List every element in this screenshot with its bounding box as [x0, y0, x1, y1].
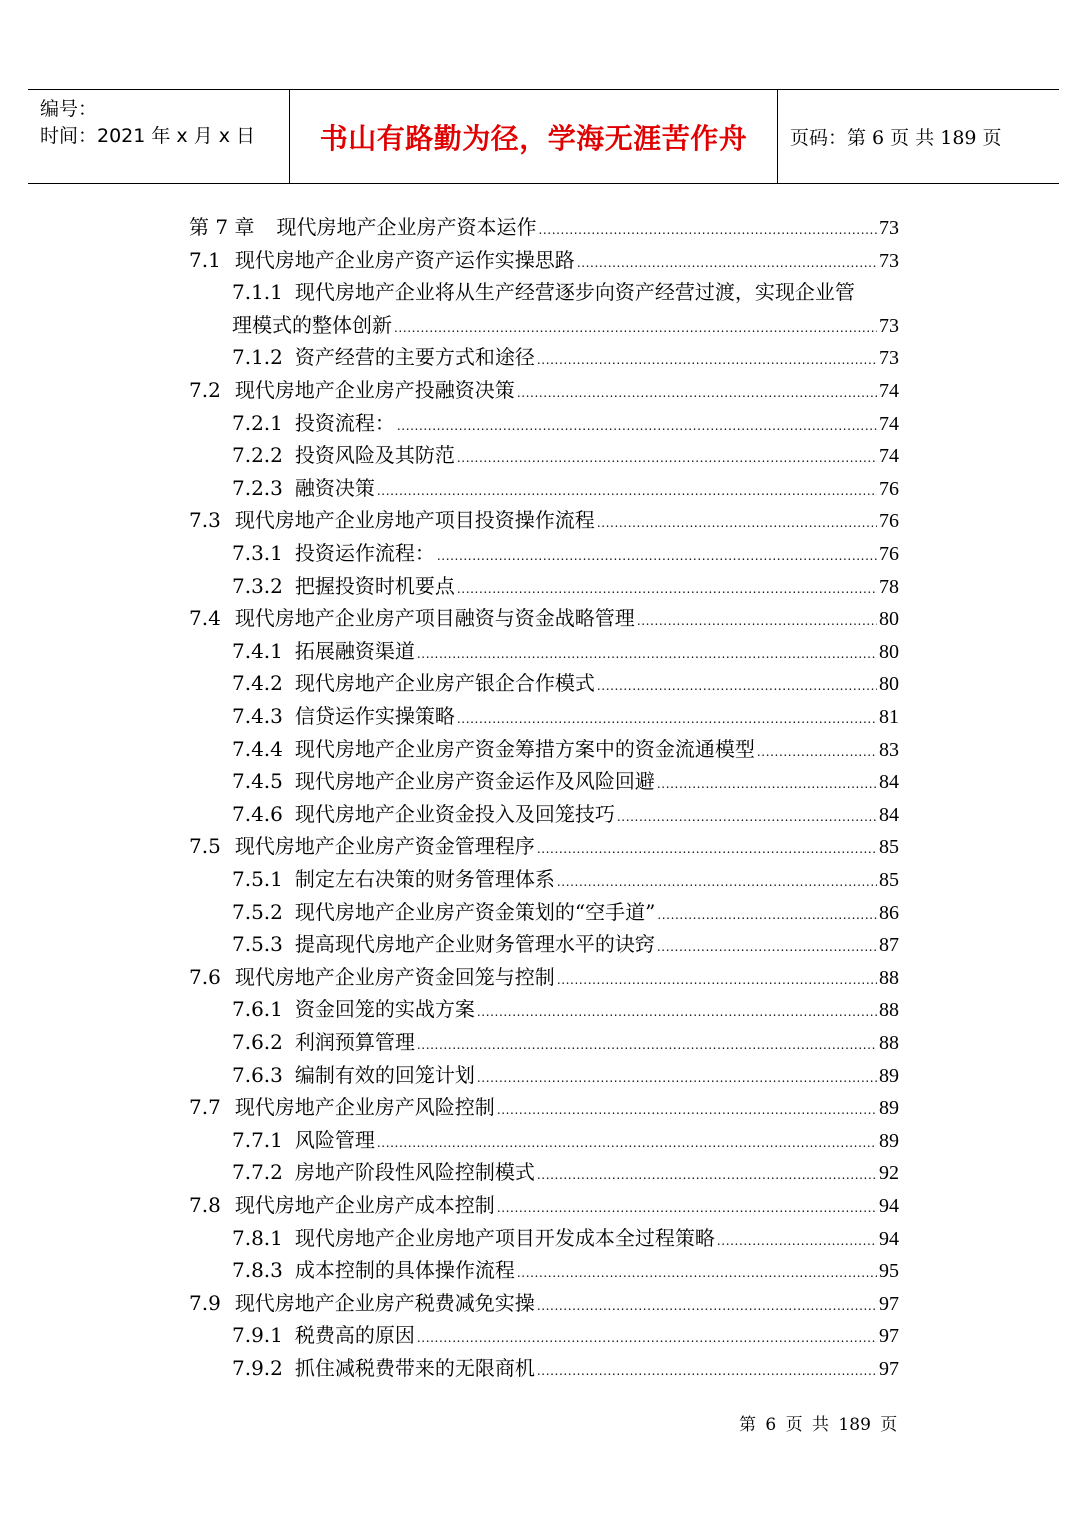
toc-entry-number: 7.2 — [189, 378, 221, 402]
toc-entry[interactable] — [189, 374, 899, 406]
toc-entry-number: 7.1.2 — [232, 345, 283, 369]
toc-entry-page: 81 — [879, 706, 899, 728]
toc-entry[interactable] — [232, 439, 899, 471]
toc-entry-title: 税费高的原因 — [294, 1323, 415, 1347]
toc-entry-title: 现代房地产企业房产资产运作实操思路 — [234, 248, 575, 272]
toc-entry-number: 7.3.2 — [232, 574, 283, 598]
toc-entry-number: 7.2.2 — [232, 443, 283, 467]
toc-entry-title: 制定左右决策的财务管理体系 — [294, 867, 555, 891]
toc-entry[interactable] — [189, 1091, 899, 1123]
toc-entry-number: 7.5 — [189, 834, 221, 858]
toc-entry-page: 74 — [879, 445, 899, 467]
toc-dot-leader — [537, 1356, 877, 1380]
toc-entry-title: 融资决策 — [294, 476, 375, 500]
header-info-cell — [28, 90, 290, 183]
toc-entry-number: 7.4.4 — [232, 737, 283, 761]
toc-entry[interactable] — [232, 635, 899, 667]
toc-entry-title: 房地产阶段性风险控制模式 — [294, 1160, 535, 1184]
toc-entry-title: 现代房地产企业资金投入及回笼技巧 — [294, 802, 615, 826]
toc-entry-page: 89 — [879, 1065, 899, 1087]
toc-entry-title: 现代房地产企业将从生产经营逐步向资产经营过渡，实现企业管 — [294, 280, 855, 304]
toc-entry-page: 76 — [879, 478, 899, 500]
toc-entry[interactable] — [232, 570, 899, 602]
toc-dot-leader — [538, 215, 877, 239]
toc-entry-page: 88 — [879, 999, 899, 1021]
toc-dot-leader — [577, 248, 877, 272]
toc-entry[interactable] — [232, 1254, 899, 1286]
toc-dot-leader — [457, 574, 877, 598]
toc-entry-number: 7.6.1 — [232, 997, 283, 1021]
toc-dot-leader — [537, 834, 877, 858]
toc-entry-title: 现代房地产企业房产资本运作 — [276, 215, 537, 239]
toc-dot-leader — [557, 867, 877, 891]
toc-entry[interactable] — [232, 798, 899, 830]
toc-entry-title-continued: 理模式的整体创新 — [232, 313, 392, 337]
toc-entry[interactable] — [189, 830, 899, 862]
toc-entry-number: 7.1 — [189, 248, 221, 272]
toc-dot-leader — [537, 1160, 877, 1184]
toc-entry[interactable] — [232, 537, 899, 569]
toc-entry-page: 74 — [879, 413, 899, 435]
toc-entry-number: 7.9 — [189, 1291, 221, 1315]
toc-entry-page: 80 — [879, 641, 899, 663]
toc-entry-page: 73 — [879, 347, 899, 369]
toc-entry-title: 现代房地产企业房产资金管理程序 — [234, 834, 535, 858]
toc-entry-title: 把握投资时机要点 — [294, 574, 455, 598]
toc-dot-leader — [657, 769, 877, 793]
toc-entry[interactable] — [232, 765, 899, 797]
toc-entry-page: 76 — [879, 510, 899, 532]
toc-dot-leader — [417, 639, 877, 663]
toc-entry-page: 94 — [879, 1195, 899, 1217]
toc-entry[interactable] — [189, 1189, 899, 1221]
toc-entry-number: 7.5.2 — [232, 900, 283, 924]
toc-entry-number: 7.9.2 — [232, 1356, 283, 1380]
toc-entry-number: 7.3 — [189, 508, 221, 532]
toc-entry-number: 7.8.1 — [232, 1226, 283, 1250]
toc-entry-title: 现代房地产企业房产资金运作及风险回避 — [294, 769, 655, 793]
toc-entry-title: 现代房地产企业房产资金回笼与控制 — [234, 965, 555, 989]
toc-dot-leader — [657, 900, 877, 924]
toc-entry-number: 7.5.3 — [232, 932, 283, 956]
toc-entry[interactable] — [232, 1026, 899, 1058]
toc-entry-page: 97 — [879, 1325, 899, 1347]
toc-entry-title: 投资流程： — [294, 411, 395, 435]
toc-dot-leader — [537, 1291, 877, 1315]
toc-entry-page: 73 — [879, 217, 899, 239]
toc-entry-number: 7.5.1 — [232, 867, 283, 891]
toc-entry-page: 89 — [879, 1130, 899, 1152]
toc-dot-leader — [477, 997, 877, 1021]
toc-dot-leader — [517, 378, 877, 402]
toc-entry-number: 7.4.6 — [232, 802, 283, 826]
toc-entry-number: 7.6.2 — [232, 1030, 283, 1054]
toc-dot-leader — [457, 443, 877, 467]
toc-entry-page: 84 — [879, 771, 899, 793]
toc-entry-title: 现代房地产企业房产项目融资与资金战略管理 — [234, 606, 635, 630]
toc-entry[interactable] — [232, 733, 899, 765]
toc-entry-number: 第 7 章 — [189, 215, 255, 239]
toc-entry[interactable] — [232, 407, 899, 439]
toc-dot-leader — [437, 541, 877, 565]
toc-entry-page: 95 — [879, 1260, 899, 1282]
toc-dot-leader — [537, 345, 877, 369]
toc-entry[interactable] — [232, 896, 899, 928]
toc-entry[interactable] — [232, 341, 899, 373]
toc-dot-leader — [597, 671, 877, 695]
toc-entry-page: 76 — [879, 543, 899, 565]
toc-entry[interactable] — [232, 863, 899, 895]
toc-entry-title: 现代房地产企业房产银企合作模式 — [294, 671, 595, 695]
toc-entry[interactable] — [232, 472, 899, 504]
toc-entry-number: 7.4 — [189, 606, 221, 630]
toc-entry-page: 97 — [879, 1293, 899, 1315]
toc-entry[interactable] — [189, 244, 899, 276]
toc-entry-page: 94 — [879, 1228, 899, 1250]
toc-entry-continuation[interactable] — [232, 309, 899, 341]
toc-entry[interactable] — [232, 1352, 899, 1384]
toc-dot-leader — [457, 704, 877, 728]
toc-entry[interactable] — [232, 700, 899, 732]
toc-entry-page: 73 — [879, 315, 899, 337]
toc-entry-page: 89 — [879, 1097, 899, 1119]
toc-entry-title: 编制有效的回笼计划 — [294, 1063, 475, 1087]
toc-entry[interactable] — [189, 504, 899, 536]
toc-entry[interactable] — [189, 961, 899, 993]
toc-entry-page: 86 — [879, 902, 899, 924]
toc-entry[interactable] — [232, 993, 899, 1025]
toc-entry-page: 92 — [879, 1162, 899, 1184]
toc-entry[interactable] — [232, 1059, 899, 1091]
toc-entry-title: 现代房地产企业房产成本控制 — [234, 1193, 495, 1217]
toc-entry-page: 85 — [879, 836, 899, 858]
toc-dot-leader — [597, 508, 877, 532]
toc-dot-leader — [377, 476, 877, 500]
toc-entry-page: 78 — [879, 576, 899, 598]
toc-entry[interactable] — [232, 1222, 899, 1254]
toc-dot-leader — [657, 932, 877, 956]
toc-entry-number: 7.6 — [189, 965, 221, 989]
toc-entry-number: 7.2.1 — [232, 411, 283, 435]
toc-entry-page: 87 — [879, 934, 899, 956]
toc-entry-title: 现代房地产企业房产投融资决策 — [234, 378, 515, 402]
header-slogan: 书山有路勤为径，学海无涯苦作舟 — [319, 121, 748, 155]
toc-entry-title: 现代房地产企业房产资金策划的“空手道” — [294, 900, 656, 924]
toc-entry-title: 投资风险及其防范 — [294, 443, 455, 467]
toc-entry-number: 7.7 — [189, 1095, 221, 1119]
toc-dot-leader — [517, 1258, 877, 1282]
toc-entry-page: 85 — [879, 869, 899, 891]
toc-entry-page: 97 — [879, 1358, 899, 1380]
toc-entry-page: 83 — [879, 739, 899, 761]
toc-entry-page: 73 — [879, 250, 899, 272]
toc-entry-number: 7.1.1 — [232, 280, 283, 304]
toc-entry-title: 现代房地产企业房产资金筹措方案中的资金流通模型 — [294, 737, 755, 761]
toc-dot-leader — [394, 313, 877, 337]
toc-entry-number: 7.2.3 — [232, 476, 283, 500]
toc-entry[interactable] — [232, 276, 899, 308]
toc-entry-page: 74 — [879, 380, 899, 402]
toc-entry-title: 现代房地产企业房产风险控制 — [234, 1095, 495, 1119]
toc-entry-page: 84 — [879, 804, 899, 826]
toc-entry-number: 7.3.1 — [232, 541, 283, 565]
toc-entry-title: 拓展融资渠道 — [294, 639, 415, 663]
toc-entry-page: 80 — [879, 608, 899, 630]
toc-entry-title: 提高现代房地产企业财务管理水平的诀窍 — [294, 932, 655, 956]
toc-entry-number: 7.7.1 — [232, 1128, 283, 1152]
header-page-info: 页码：第 6 页 共 189 页 — [790, 127, 1002, 149]
toc-entry[interactable] — [232, 1124, 899, 1156]
toc-dot-leader — [637, 606, 877, 630]
toc-entry-number: 7.8 — [189, 1193, 221, 1217]
toc-entry-title: 现代房地产企业房地产项目开发成本全过程策略 — [294, 1226, 715, 1250]
page-header — [28, 89, 1059, 184]
toc-entry-number: 7.4.3 — [232, 704, 283, 728]
toc-entry[interactable] — [189, 1287, 899, 1319]
toc-dot-leader — [557, 965, 877, 989]
toc-entry-page: 88 — [879, 1032, 899, 1054]
toc-entry-page: 80 — [879, 673, 899, 695]
toc-entry[interactable] — [232, 667, 899, 699]
toc-entry-number: 7.4.2 — [232, 671, 283, 695]
toc-entry-title: 信贷运作实操策略 — [294, 704, 455, 728]
toc-entry-title: 成本控制的具体操作流程 — [294, 1258, 515, 1282]
toc-entry[interactable] — [232, 1156, 899, 1188]
toc-entry-title: 资金回笼的实战方案 — [294, 997, 475, 1021]
toc-entry-number: 7.8.3 — [232, 1258, 283, 1282]
toc-dot-leader — [477, 1063, 877, 1087]
toc-entry-number: 7.7.2 — [232, 1160, 283, 1184]
document-time-label: 时间：2021 年 x 月 x 日 — [40, 125, 256, 147]
toc-dot-leader — [377, 1128, 877, 1152]
toc-dot-leader — [617, 802, 877, 826]
toc-entry-title: 现代房地产企业房地产项目投资操作流程 — [234, 508, 595, 532]
toc-entry-title: 风险管理 — [294, 1128, 375, 1152]
toc-dot-leader — [757, 737, 877, 761]
toc-entry-title: 抓住减税费带来的无限商机 — [294, 1356, 535, 1380]
document-number-label: 编号： — [40, 98, 98, 120]
toc-dot-leader — [417, 1030, 877, 1054]
toc-entry-page: 88 — [879, 967, 899, 989]
toc-entry-number: 7.9.1 — [232, 1323, 283, 1347]
toc-entry-number: 7.4.1 — [232, 639, 283, 663]
toc-dot-leader — [497, 1193, 877, 1217]
toc-dot-leader — [497, 1095, 877, 1119]
toc-entry-title: 投资运作流程： — [294, 541, 435, 565]
header-slogan-cell — [290, 90, 778, 183]
toc-entry[interactable] — [189, 211, 899, 243]
toc-dot-leader — [717, 1226, 877, 1250]
toc-entry-number: 7.4.5 — [232, 769, 283, 793]
toc-dot-leader — [397, 411, 877, 435]
page-footer: 第 6 页 共 189 页 — [739, 1415, 898, 1435]
toc-entry-title: 现代房地产企业房产税费减免实操 — [234, 1291, 535, 1315]
toc-dot-leader — [417, 1323, 877, 1347]
toc-entry-title: 资产经营的主要方式和途径 — [294, 345, 535, 369]
toc-entry[interactable] — [232, 928, 899, 960]
toc-entry-title: 利润预算管理 — [294, 1030, 415, 1054]
toc-entry[interactable] — [189, 602, 899, 634]
toc-entry-number: 7.6.3 — [232, 1063, 283, 1087]
toc-entry[interactable] — [232, 1319, 899, 1351]
